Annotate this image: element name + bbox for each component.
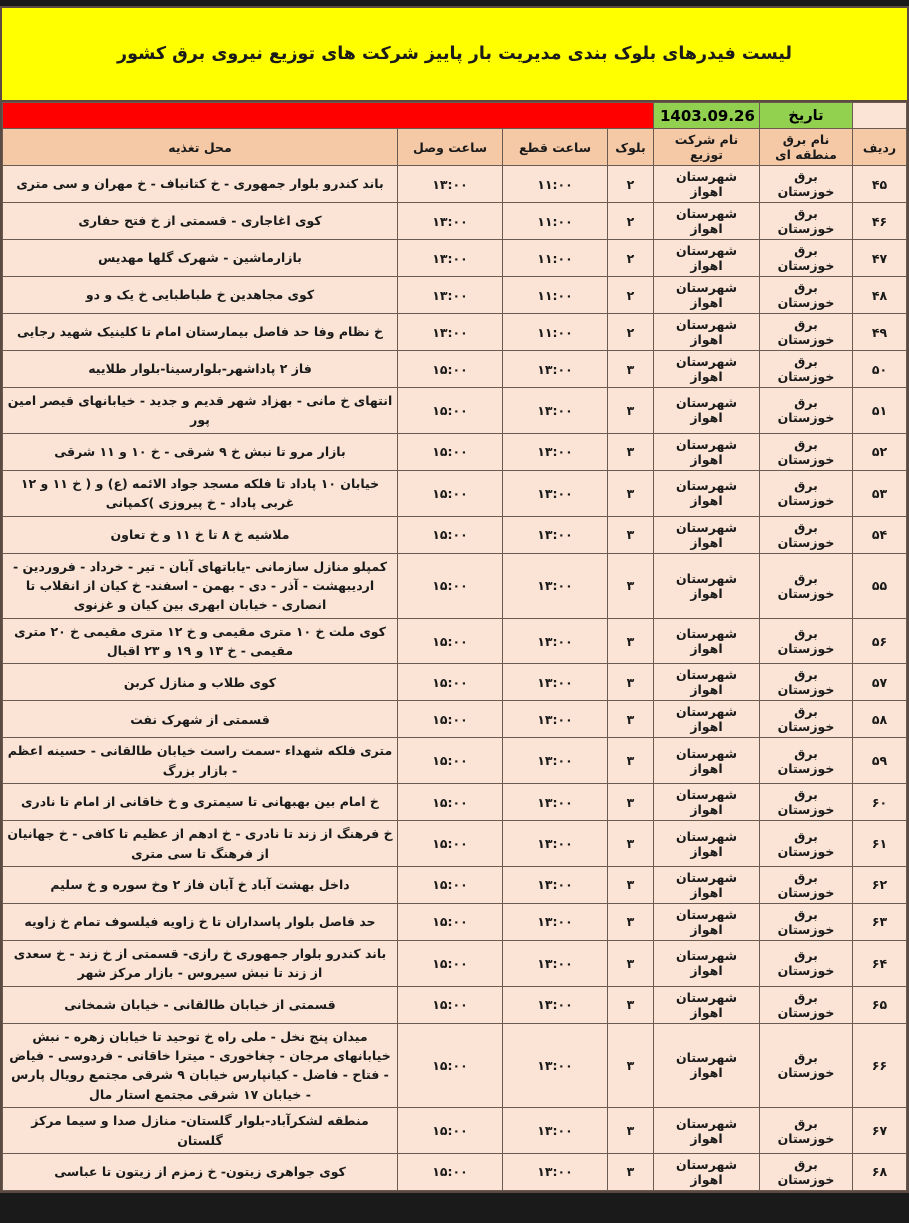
cell-block: ۲ bbox=[608, 166, 654, 203]
column-header-index: ردیف bbox=[853, 129, 907, 166]
cell-company: شهرستان اهواز bbox=[654, 314, 760, 351]
cell-block: ۳ bbox=[608, 1108, 654, 1154]
cell-block: ۳ bbox=[608, 940, 654, 986]
cell-on-time: ۱۵:۰۰ bbox=[398, 1153, 503, 1190]
cell-address: بازارماشین - شهرک گلها مهدیس bbox=[3, 240, 398, 277]
cell-off-time: ۱۳:۰۰ bbox=[503, 784, 608, 821]
table-row bbox=[3, 240, 907, 277]
cell-off-time: ۱۱:۰۰ bbox=[503, 240, 608, 277]
strip-corner-cell bbox=[853, 103, 907, 129]
page-title: ليست فيدرهای بلوک بندی مديريت بار پاييز شرکت های توزيع نيروی برق کشور bbox=[117, 43, 792, 64]
cell-block: ۳ bbox=[608, 664, 654, 701]
cell-address: باند کندرو بلوار جمهوری خ رازی- قسمتی از خ زند - خ سعدی از زند تا نبش سیروس - بازار مرکز شهر bbox=[3, 940, 398, 986]
cell-on-time: ۱۵:۰۰ bbox=[398, 903, 503, 940]
table-row bbox=[3, 470, 907, 516]
cell-block: ۳ bbox=[608, 866, 654, 903]
cell-on-time: ۱۵:۰۰ bbox=[398, 738, 503, 784]
cell-block: ۳ bbox=[608, 618, 654, 664]
cell-address: حد فاصل بلوار پاسداران تا خ زاویه فیلسوف تمام خ زاویه bbox=[3, 903, 398, 940]
cell-on-time: ۱۳:۰۰ bbox=[398, 314, 503, 351]
cell-address: خ نظام وفا حد فاصل بیمارستان امام تا کلینیک شهید رجایی bbox=[3, 314, 398, 351]
cell-index: ۶۴ bbox=[853, 940, 907, 986]
cell-index: ۴۸ bbox=[853, 277, 907, 314]
table-row bbox=[3, 1108, 907, 1154]
cell-on-time: ۱۵:۰۰ bbox=[398, 1023, 503, 1108]
table-row bbox=[3, 553, 907, 618]
cell-index: ۵۴ bbox=[853, 516, 907, 553]
table-row bbox=[3, 618, 907, 664]
cell-address: کمپلو منازل سازمانی -یاباتهای آبان - تیر - خرداد - فروردین - اردیبهشت - آذر - دی - بهمن - اسفند- خ کیان از انقلاب تا انصاری - خیابان ابهری بین کیان و غزنوی bbox=[3, 553, 398, 618]
table-row bbox=[3, 433, 907, 470]
cell-address: فاز ۲ پاداشهر-بلوارسینا-بلوار طلاییه bbox=[3, 351, 398, 388]
table-row bbox=[3, 701, 907, 738]
cell-company: شهرستان اهواز bbox=[654, 553, 760, 618]
cell-region: برق خوزستان bbox=[760, 701, 853, 738]
cell-company: شهرستان اهواز bbox=[654, 784, 760, 821]
cell-company: شهرستان اهواز bbox=[654, 516, 760, 553]
cell-on-time: ۱۳:۰۰ bbox=[398, 277, 503, 314]
cell-off-time: ۱۳:۰۰ bbox=[503, 821, 608, 867]
date-label: تاریخ bbox=[760, 103, 853, 129]
cell-company: شهرستان اهواز bbox=[654, 1108, 760, 1154]
cell-off-time: ۱۳:۰۰ bbox=[503, 388, 608, 434]
cell-region: برق خوزستان bbox=[760, 351, 853, 388]
cell-address: منطقه لشکرآباد-بلوار گلستان- منازل صدا و سیما مرکز گلستان bbox=[3, 1108, 398, 1154]
cell-region: برق خوزستان bbox=[760, 866, 853, 903]
cell-company: شهرستان اهواز bbox=[654, 821, 760, 867]
cell-index: ۶۳ bbox=[853, 903, 907, 940]
cell-on-time: ۱۵:۰۰ bbox=[398, 940, 503, 986]
cell-off-time: ۱۳:۰۰ bbox=[503, 351, 608, 388]
cell-on-time: ۱۵:۰۰ bbox=[398, 618, 503, 664]
cell-address: خیابان ۱۰ پاداد تا فلکه مسجد جواد الائمه (ع) و ( خ ۱۱ و ۱۲ غربی پاداد - خ پیروزی )کمپانی bbox=[3, 470, 398, 516]
table-body bbox=[3, 103, 907, 1191]
cell-on-time: ۱۳:۰۰ bbox=[398, 166, 503, 203]
cell-company: شهرستان اهواز bbox=[654, 240, 760, 277]
cell-region: برق خوزستان bbox=[760, 516, 853, 553]
cell-index: ۴۶ bbox=[853, 203, 907, 240]
cell-company: شهرستان اهواز bbox=[654, 940, 760, 986]
cell-off-time: ۱۳:۰۰ bbox=[503, 1153, 608, 1190]
cell-on-time: ۱۵:۰۰ bbox=[398, 433, 503, 470]
cell-company: شهرستان اهواز bbox=[654, 203, 760, 240]
cell-index: ۴۵ bbox=[853, 166, 907, 203]
cell-off-time: ۱۳:۰۰ bbox=[503, 470, 608, 516]
cell-index: ۶۵ bbox=[853, 986, 907, 1023]
cell-region: برق خوزستان bbox=[760, 940, 853, 986]
cell-region: برق خوزستان bbox=[760, 1153, 853, 1190]
cell-block: ۳ bbox=[608, 351, 654, 388]
cell-on-time: ۱۵:۰۰ bbox=[398, 664, 503, 701]
cell-region: برق خوزستان bbox=[760, 470, 853, 516]
cell-block: ۳ bbox=[608, 1153, 654, 1190]
cell-on-time: ۱۵:۰۰ bbox=[398, 784, 503, 821]
cell-company: شهرستان اهواز bbox=[654, 866, 760, 903]
cell-index: ۴۷ bbox=[853, 240, 907, 277]
cell-block: ۲ bbox=[608, 240, 654, 277]
cell-off-time: ۱۳:۰۰ bbox=[503, 701, 608, 738]
cell-company: شهرستان اهواز bbox=[654, 277, 760, 314]
cell-block: ۳ bbox=[608, 516, 654, 553]
cell-off-time: ۱۱:۰۰ bbox=[503, 203, 608, 240]
cell-index: ۵۵ bbox=[853, 553, 907, 618]
cell-region: برق خوزستان bbox=[760, 314, 853, 351]
cell-address: کوی طلاب و منازل کربن bbox=[3, 664, 398, 701]
cell-index: ۵۰ bbox=[853, 351, 907, 388]
table-row bbox=[3, 986, 907, 1023]
cell-company: شهرستان اهواز bbox=[654, 470, 760, 516]
cell-address: بازار مرو تا نبش خ ۹ شرقی - خ ۱۰ و ۱۱ شرقی bbox=[3, 433, 398, 470]
column-header-company: نام شرکت توزیع bbox=[654, 129, 760, 166]
table-row bbox=[3, 166, 907, 203]
cell-index: ۵۱ bbox=[853, 388, 907, 434]
cell-company: شهرستان اهواز bbox=[654, 166, 760, 203]
cell-block: ۳ bbox=[608, 433, 654, 470]
cell-address: خ امام بین بهبهانی تا سیمتری و خ خاقانی از امام تا نادری bbox=[3, 784, 398, 821]
cell-index: ۶۲ bbox=[853, 866, 907, 903]
cell-block: ۳ bbox=[608, 738, 654, 784]
cell-address: خ فرهنگ از زند تا نادری - خ ادهم از عظیم تا کافی - خ جهانیان از فرهنگ تا سی متری bbox=[3, 821, 398, 867]
cell-on-time: ۱۵:۰۰ bbox=[398, 821, 503, 867]
cell-on-time: ۱۵:۰۰ bbox=[398, 701, 503, 738]
cell-address: داخل بهشت آباد خ آبان فاز ۲ وخ سوره و خ سلیم bbox=[3, 866, 398, 903]
cell-company: شهرستان اهواز bbox=[654, 986, 760, 1023]
title-banner bbox=[2, 8, 907, 102]
cell-address: کوی ملت خ ۱۰ متری مقیمی و خ ۱۲ متری مقیمی خ ۲۰ متری مقیمی - خ ۱۳ و ۱۹ و ۲۳ اقبال bbox=[3, 618, 398, 664]
cell-index: ۶۶ bbox=[853, 1023, 907, 1108]
date-strip-row bbox=[3, 103, 907, 129]
cell-off-time: ۱۳:۰۰ bbox=[503, 866, 608, 903]
cell-index: ۵۹ bbox=[853, 738, 907, 784]
cell-on-time: ۱۵:۰۰ bbox=[398, 516, 503, 553]
cell-company: شهرستان اهواز bbox=[654, 1023, 760, 1108]
table-row bbox=[3, 664, 907, 701]
cell-on-time: ۱۵:۰۰ bbox=[398, 986, 503, 1023]
cell-region: برق خوزستان bbox=[760, 166, 853, 203]
cell-company: شهرستان اهواز bbox=[654, 738, 760, 784]
cell-off-time: ۱۱:۰۰ bbox=[503, 166, 608, 203]
cell-company: شهرستان اهواز bbox=[654, 664, 760, 701]
cell-address: متری فلکه شهداء -سمت راست خیابان طالقانی - حسینه اعظم - بازار بزرگ bbox=[3, 738, 398, 784]
cell-address: کوی اغاجاری - قسمتی از خ فتح حفاری bbox=[3, 203, 398, 240]
table-row bbox=[3, 866, 907, 903]
table-row bbox=[3, 314, 907, 351]
cell-region: برق خوزستان bbox=[760, 903, 853, 940]
cell-company: شهرستان اهواز bbox=[654, 903, 760, 940]
cell-block: ۳ bbox=[608, 388, 654, 434]
cell-company: شهرستان اهواز bbox=[654, 618, 760, 664]
cell-off-time: ۱۳:۰۰ bbox=[503, 433, 608, 470]
cell-on-time: ۱۵:۰۰ bbox=[398, 470, 503, 516]
column-header-row bbox=[3, 129, 907, 166]
cell-block: ۲ bbox=[608, 314, 654, 351]
cell-off-time: ۱۳:۰۰ bbox=[503, 738, 608, 784]
cell-index: ۶۸ bbox=[853, 1153, 907, 1190]
table-row bbox=[3, 351, 907, 388]
cell-address: باند کندرو بلوار جمهوری - خ کتانباف - خ مهران و سی متری bbox=[3, 166, 398, 203]
cell-on-time: ۱۳:۰۰ bbox=[398, 203, 503, 240]
cell-index: ۶۷ bbox=[853, 1108, 907, 1154]
cell-region: برق خوزستان bbox=[760, 277, 853, 314]
cell-block: ۳ bbox=[608, 553, 654, 618]
column-header-address: محل تغذیه bbox=[3, 129, 398, 166]
cell-index: ۵۳ bbox=[853, 470, 907, 516]
table-row bbox=[3, 940, 907, 986]
cell-index: ۵۸ bbox=[853, 701, 907, 738]
table-row bbox=[3, 784, 907, 821]
cell-off-time: ۱۳:۰۰ bbox=[503, 986, 608, 1023]
cell-index: ۵۲ bbox=[853, 433, 907, 470]
cell-off-time: ۱۳:۰۰ bbox=[503, 1108, 608, 1154]
cell-address: ملاشیه خ ۸ تا خ ۱۱ و خ تعاون bbox=[3, 516, 398, 553]
cell-block: ۳ bbox=[608, 821, 654, 867]
cell-region: برق خوزستان bbox=[760, 388, 853, 434]
cell-block: ۲ bbox=[608, 203, 654, 240]
cell-region: برق خوزستان bbox=[760, 821, 853, 867]
cell-block: ۳ bbox=[608, 784, 654, 821]
table-row bbox=[3, 388, 907, 434]
cell-block: ۳ bbox=[608, 903, 654, 940]
cell-off-time: ۱۱:۰۰ bbox=[503, 314, 608, 351]
cell-on-time: ۱۵:۰۰ bbox=[398, 1108, 503, 1154]
cell-address: کوی جواهری زیتون- خ زمزم از زیتون تا عباسی bbox=[3, 1153, 398, 1190]
cell-off-time: ۱۳:۰۰ bbox=[503, 940, 608, 986]
cell-region: برق خوزستان bbox=[760, 1108, 853, 1154]
cell-off-time: ۱۳:۰۰ bbox=[503, 664, 608, 701]
column-header-block: بلوک bbox=[608, 129, 654, 166]
cell-block: ۳ bbox=[608, 986, 654, 1023]
cell-index: ۵۷ bbox=[853, 664, 907, 701]
table-row bbox=[3, 738, 907, 784]
schedule-sheet bbox=[0, 6, 909, 1193]
cell-on-time: ۱۵:۰۰ bbox=[398, 388, 503, 434]
column-header-region: نام برق منطقه ای bbox=[760, 129, 853, 166]
cell-region: برق خوزستان bbox=[760, 618, 853, 664]
cell-on-time: ۱۵:۰۰ bbox=[398, 553, 503, 618]
cell-company: شهرستان اهواز bbox=[654, 351, 760, 388]
cell-on-time: ۱۵:۰۰ bbox=[398, 866, 503, 903]
cell-off-time: ۱۳:۰۰ bbox=[503, 553, 608, 618]
cell-block: ۳ bbox=[608, 701, 654, 738]
table-row bbox=[3, 203, 907, 240]
cell-off-time: ۱۳:۰۰ bbox=[503, 516, 608, 553]
cell-index: ۵۶ bbox=[853, 618, 907, 664]
cell-address: انتهای خ مانی - بهزاد شهر قدیم و جدید - خیابانهای قیصر امین پور bbox=[3, 388, 398, 434]
cell-region: برق خوزستان bbox=[760, 240, 853, 277]
cell-company: شهرستان اهواز bbox=[654, 701, 760, 738]
cell-address: قسمتی از خیابان طالقانی - خیابان شمخانی bbox=[3, 986, 398, 1023]
table-row bbox=[3, 821, 907, 867]
cell-region: برق خوزستان bbox=[760, 203, 853, 240]
cell-off-time: ۱۳:۰۰ bbox=[503, 903, 608, 940]
cell-region: برق خوزستان bbox=[760, 986, 853, 1023]
cell-on-time: ۱۳:۰۰ bbox=[398, 240, 503, 277]
cell-company: شهرستان اهواز bbox=[654, 388, 760, 434]
cell-on-time: ۱۵:۰۰ bbox=[398, 351, 503, 388]
schedule-table bbox=[2, 102, 907, 1191]
date-value: 1403.09.26 bbox=[654, 103, 760, 129]
cell-block: ۲ bbox=[608, 277, 654, 314]
cell-address: میدان پنج نخل - ملی راه خ توحید تا خیابان زهره - نبش خیابانهای مرجان - چغاخوری - میترا خاقانی - فردوسی - فیاض - فتاح - فاضل - کیانپارس خیابان ۹ شرقی مجتمع رویال پارس - خیابان ۱۷ شرقی مجتمع استار مال bbox=[3, 1023, 398, 1108]
cell-index: ۶۱ bbox=[853, 821, 907, 867]
cell-block: ۳ bbox=[608, 470, 654, 516]
cell-off-time: ۱۳:۰۰ bbox=[503, 1023, 608, 1108]
cell-company: شهرستان اهواز bbox=[654, 433, 760, 470]
cell-address: قسمتی از شهرک نفت bbox=[3, 701, 398, 738]
column-header-off-time: ساعت قطع bbox=[503, 129, 608, 166]
cell-off-time: ۱۱:۰۰ bbox=[503, 277, 608, 314]
table-row bbox=[3, 1023, 907, 1108]
cell-index: ۶۰ bbox=[853, 784, 907, 821]
cell-block: ۳ bbox=[608, 1023, 654, 1108]
column-header-on-time: ساعت وصل bbox=[398, 129, 503, 166]
table-row bbox=[3, 277, 907, 314]
cell-index: ۴۹ bbox=[853, 314, 907, 351]
cell-region: برق خوزستان bbox=[760, 433, 853, 470]
red-spacer-cell bbox=[3, 103, 654, 129]
cell-region: برق خوزستان bbox=[760, 738, 853, 784]
cell-region: برق خوزستان bbox=[760, 553, 853, 618]
cell-region: برق خوزستان bbox=[760, 784, 853, 821]
cell-region: برق خوزستان bbox=[760, 1023, 853, 1108]
cell-region: برق خوزستان bbox=[760, 664, 853, 701]
cell-off-time: ۱۳:۰۰ bbox=[503, 618, 608, 664]
table-row bbox=[3, 516, 907, 553]
table-row bbox=[3, 903, 907, 940]
cell-address: کوی مجاهدین خ طباطبایی خ یک و دو bbox=[3, 277, 398, 314]
cell-company: شهرستان اهواز bbox=[654, 1153, 760, 1190]
bottom-frame-bar bbox=[0, 1193, 909, 1223]
